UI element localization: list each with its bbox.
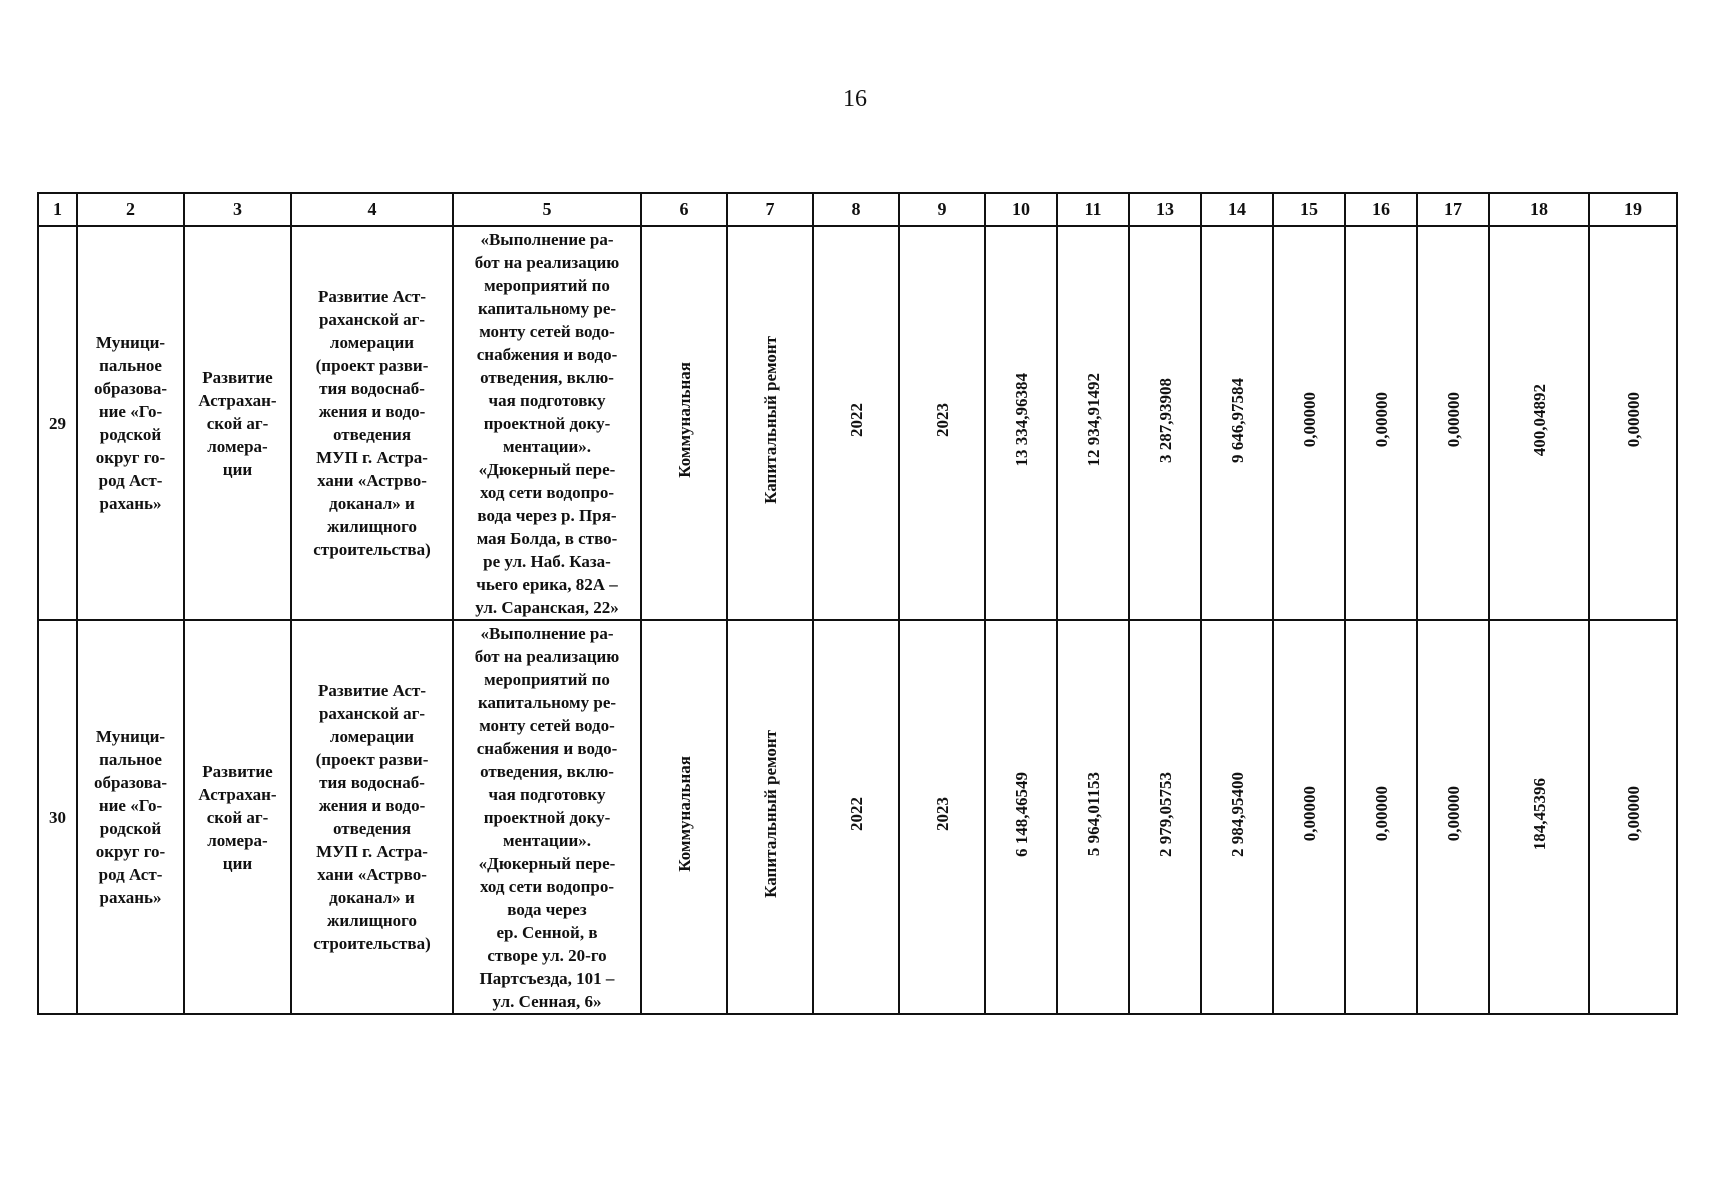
program-cell: Развитие Астрахан- ской аг- ломера- ции (184, 226, 291, 620)
value-cell (1417, 226, 1489, 620)
value-text: 12 934,91492 (1083, 373, 1103, 467)
project-cell: Развитие Аст- раханской аг- ломерации (проект разви- тия водоснаб- жения и водо- отведения МУП г. Астра- хани «Астрво- доканал» и жилищного строительства) (291, 226, 453, 620)
value-text: 0,00000 (1371, 392, 1391, 448)
value-text: 2 984,95400 (1227, 771, 1247, 857)
col-header: 15 (1273, 193, 1345, 226)
table-row (38, 620, 1677, 1014)
object-description-cell: «Выполнение ра- бот на реализацию мероприятий по капитальному ре- монту сетей водо- снабжения и водо- отведения, вклю- чая подготовку проектной доку- ментации». «Дюкерный пере- ход сети водопро- вода через р. Пря- мая Болда, в ство- ре ул. Наб. Каза- чьего ерика, 82А – ул. Саранская, 22» (453, 226, 641, 620)
page-number: 16 (843, 86, 867, 112)
col-header: 4 (291, 193, 453, 226)
value-cell (1201, 620, 1273, 1014)
value-cell (1273, 620, 1345, 1014)
start-year-cell (813, 226, 899, 620)
value-text: 0,00000 (1443, 392, 1463, 448)
col-header: 19 (1589, 193, 1677, 226)
col-header: 9 (899, 193, 985, 226)
value-text: 184,45396 (1529, 777, 1549, 851)
col-header: 2 (77, 193, 184, 226)
value-text: 5 964,01153 (1083, 771, 1103, 857)
value-cell (1345, 226, 1417, 620)
value-cell (985, 226, 1057, 620)
value-cell (1589, 226, 1677, 620)
end-year-cell (899, 226, 985, 620)
municipality-cell: Муници- пальное образова- ние «Го- родской округ го- род Аст- рахань» (77, 226, 184, 620)
value-cell (1489, 226, 1589, 620)
value-text: 13 334,96384 (1011, 373, 1031, 467)
infrastructure-type-cell (641, 226, 727, 620)
municipality-cell: Муници- пальное образова- ние «Го- родской округ го- род Аст- рахань» (77, 620, 184, 1014)
col-header: 3 (184, 193, 291, 226)
col-header: 10 (985, 193, 1057, 226)
end-year-text: 2023 (932, 403, 952, 437)
value-text: 0,00000 (1299, 786, 1319, 842)
value-text: 0,00000 (1443, 786, 1463, 842)
value-cell (1273, 226, 1345, 620)
value-cell (1417, 620, 1489, 1014)
col-header: 16 (1345, 193, 1417, 226)
value-cell (1489, 620, 1589, 1014)
row-number: 30 (38, 620, 77, 1014)
end-year-text: 2023 (932, 797, 952, 831)
investment-table (37, 192, 1678, 1015)
row-number: 29 (38, 226, 77, 620)
col-header: 14 (1201, 193, 1273, 226)
value-text: 6 148,46549 (1011, 771, 1031, 857)
object-description-cell: «Выполнение ра- бот на реализацию мероприятий по капитальному ре- монту сетей водо- снабжения и водо- отведения, вклю- чая подготовку проектной доку- ментации». «Дюкерный пере- ход сети водопро- вода через ер. Сенной, в створе ул. 20-го Партсъезда, 101 – ул. Сенная, 6» (453, 620, 641, 1014)
value-cell (1129, 620, 1201, 1014)
value-cell (1345, 620, 1417, 1014)
work-type-text: Капитальный ремонт (760, 336, 780, 504)
value-text: 0,00000 (1623, 786, 1643, 842)
value-text: 9 646,97584 (1227, 377, 1247, 463)
col-header: 11 (1057, 193, 1129, 226)
value-text: 3 287,93908 (1155, 377, 1175, 463)
table-row (38, 226, 1677, 620)
value-cell (1129, 226, 1201, 620)
value-cell (1057, 620, 1129, 1014)
value-text: 2 979,05753 (1155, 771, 1175, 857)
value-text: 0,00000 (1623, 392, 1643, 448)
col-header: 17 (1417, 193, 1489, 226)
col-header: 5 (453, 193, 641, 226)
col-header: 8 (813, 193, 899, 226)
start-year-text: 2022 (846, 403, 866, 437)
infrastructure-type-text: Коммунальная (674, 756, 694, 872)
value-text: 400,04892 (1529, 383, 1549, 457)
project-cell: Развитие Аст- раханской аг- ломерации (проект разви- тия водоснаб- жения и водо- отведения МУП г. Астра- хани «Астрво- доканал» и жилищного строительства) (291, 620, 453, 1014)
header-row (38, 193, 1677, 226)
work-type-text: Капитальный ремонт (760, 730, 780, 898)
work-type-cell (727, 226, 813, 620)
value-text: 0,00000 (1371, 786, 1391, 842)
col-header: 18 (1489, 193, 1589, 226)
col-header: 6 (641, 193, 727, 226)
value-text: 0,00000 (1299, 392, 1319, 448)
infrastructure-type-text: Коммунальная (674, 362, 694, 478)
start-year-cell (813, 620, 899, 1014)
start-year-text: 2022 (846, 797, 866, 831)
value-cell (1589, 620, 1677, 1014)
work-type-cell (727, 620, 813, 1014)
col-header: 13 (1129, 193, 1201, 226)
infrastructure-type-cell (641, 620, 727, 1014)
value-cell (985, 620, 1057, 1014)
value-cell (1201, 226, 1273, 620)
col-header: 7 (727, 193, 813, 226)
col-header: 1 (38, 193, 77, 226)
end-year-cell (899, 620, 985, 1014)
value-cell (1057, 226, 1129, 620)
program-cell: Развитие Астрахан- ской аг- ломера- ции (184, 620, 291, 1014)
